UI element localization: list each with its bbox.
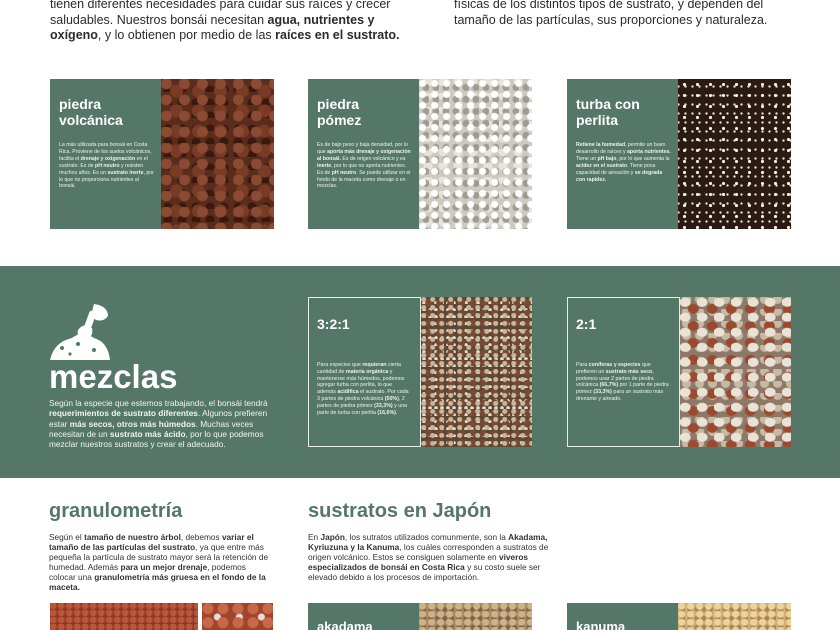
kanuma-photo <box>678 603 791 630</box>
substrate-card-panel <box>308 79 419 229</box>
mezclas-description: Según la especie que estemos trabajando, el bonsái tendrá requerimientos de sustrato diferentes. Algunos prefieren estar más secos, otros más húmedos. Muchas veces necesitan de un sustrato más ácido, por lo que podemos mezclar nuestros sustratos y crear el adecuado. <box>49 398 268 450</box>
akadama-title: akadama <box>308 603 419 630</box>
substrate-card-panel <box>50 79 161 229</box>
mix-ratio: 3:2:1 <box>317 316 350 332</box>
piedra-volcanica-photo <box>161 79 274 229</box>
mix-card-2-1 <box>567 297 791 447</box>
granulometria-photo-small <box>50 603 198 630</box>
japon-title: sustratos en Japón <box>308 500 492 522</box>
mix-ratio: 2:1 <box>576 316 597 332</box>
substrate-card-title: turba con perlita <box>576 96 640 128</box>
japon-description: En Japón, los sutratos utilizados comunmente, son la Akadama, Kyriuzuna y la Kanuma, los cuáles corresponden a sustratos de origen volcánico. Estos se consiguen solamente en viveros especializados de bonsái en Costa Rica y su costo suele ser elevado debido a los procesos de importación. <box>308 532 549 582</box>
akadama-photo <box>419 603 532 630</box>
substrate-card-description: Retiene la humedad, permite un buen desarrollo de raíces y aporta nutrientes. Tiene un pH bajo, por lo que aumenta la acidez en el sustrato. Tiene poca capacidad de aireación y se degrada con rapidez. <box>576 142 671 183</box>
substrate-card-title: piedra pómez <box>317 96 362 128</box>
substrate-card-akadama <box>308 603 532 630</box>
mix-card-panel <box>308 297 421 447</box>
substrate-card-piedra-pomez <box>308 79 532 229</box>
mix-card-panel <box>567 297 680 447</box>
granulometria-photo-large <box>202 603 273 630</box>
substrate-card-kanuma <box>567 603 791 630</box>
substrate-card-description: La más utilizada para bonsái en Costa Rica. Proviene de los suelos volcánicos, facilita el drenaje y oxigenación en el sustrato. Es de pH neutro y resisten muchos años. Es un sustrato inerte, por lo que no proporciona nutrientes al bonsái. <box>59 142 154 190</box>
piedra-pomez-photo <box>419 79 532 229</box>
granulometria-description: Según el tamaño de nuestro árbol, debemos variar el tamaño de las partículas del sustrato, ya que entre más pequeña la partícula de sustrato mayor será la retención de humedad. Además para un mejor drenaje, podemos colocar una granulometría más gruesa en el fondo de la maceta. <box>49 532 269 592</box>
mix-description: Para coníferas y especies que prefieren un sustrato más seco, podemos usar 2 partes de piedra volcánica (66,7%) por 1 parte de piedra pómez (33,3%) para un sustrato más drenante y aireado. <box>576 362 669 402</box>
shovel-soil-icon <box>48 302 112 362</box>
substrate-card-title: piedra volcánica <box>59 96 123 128</box>
substrate-card-panel <box>567 79 678 229</box>
substrate-card-turba-perlita <box>567 79 791 229</box>
substrate-card-piedra-volcanica <box>50 79 274 229</box>
mix-description: Para especies que requieran cierta cantidad de materia orgánica y mantenerse más húmedos, podemos agregar turba con perlita, lo que además acidifica el sustrato. Por cada 3 partes de piedra volcánica (50%), 2 partes de piedra pómez (33,3%) y una parte de turba con perlita (16,6%). <box>317 362 409 416</box>
mix-2-1-photo <box>680 297 791 447</box>
intro-right-text: físicas de los distintos tipos de sustrato, y dependen del tamaño de las partículas, sus proporciones y naturaleza. <box>454 0 768 27</box>
turba-perlita-photo <box>678 79 791 229</box>
kanuma-title: kanuma <box>567 603 678 630</box>
substrate-card-description: Es de bajo peso y baja densidad, por lo que aporta más drenaje y oxigenación al bonsái. Es de origen volcánico y es inerte, por lo que no aporta nutrientes. Es de pH neutro. Se puede utilizar en el fondo de la maceta como drenaje o en mezclas. <box>317 142 411 190</box>
mix-3-2-1-photo <box>421 297 532 447</box>
mezclas-title: mezclas <box>49 358 178 395</box>
granulometria-title: granulometría <box>49 500 183 522</box>
mix-card-3-2-1 <box>308 297 532 447</box>
intro-section <box>0 0 840 60</box>
intro-left-text: tienen diferentes necesidades para cuidar sus raíces y crecer saludables. Nuestros bonsái necesitan agua, nutrientes y oxígeno, y lo obtienen por medio de las raíces en el sustrato. <box>50 0 400 42</box>
